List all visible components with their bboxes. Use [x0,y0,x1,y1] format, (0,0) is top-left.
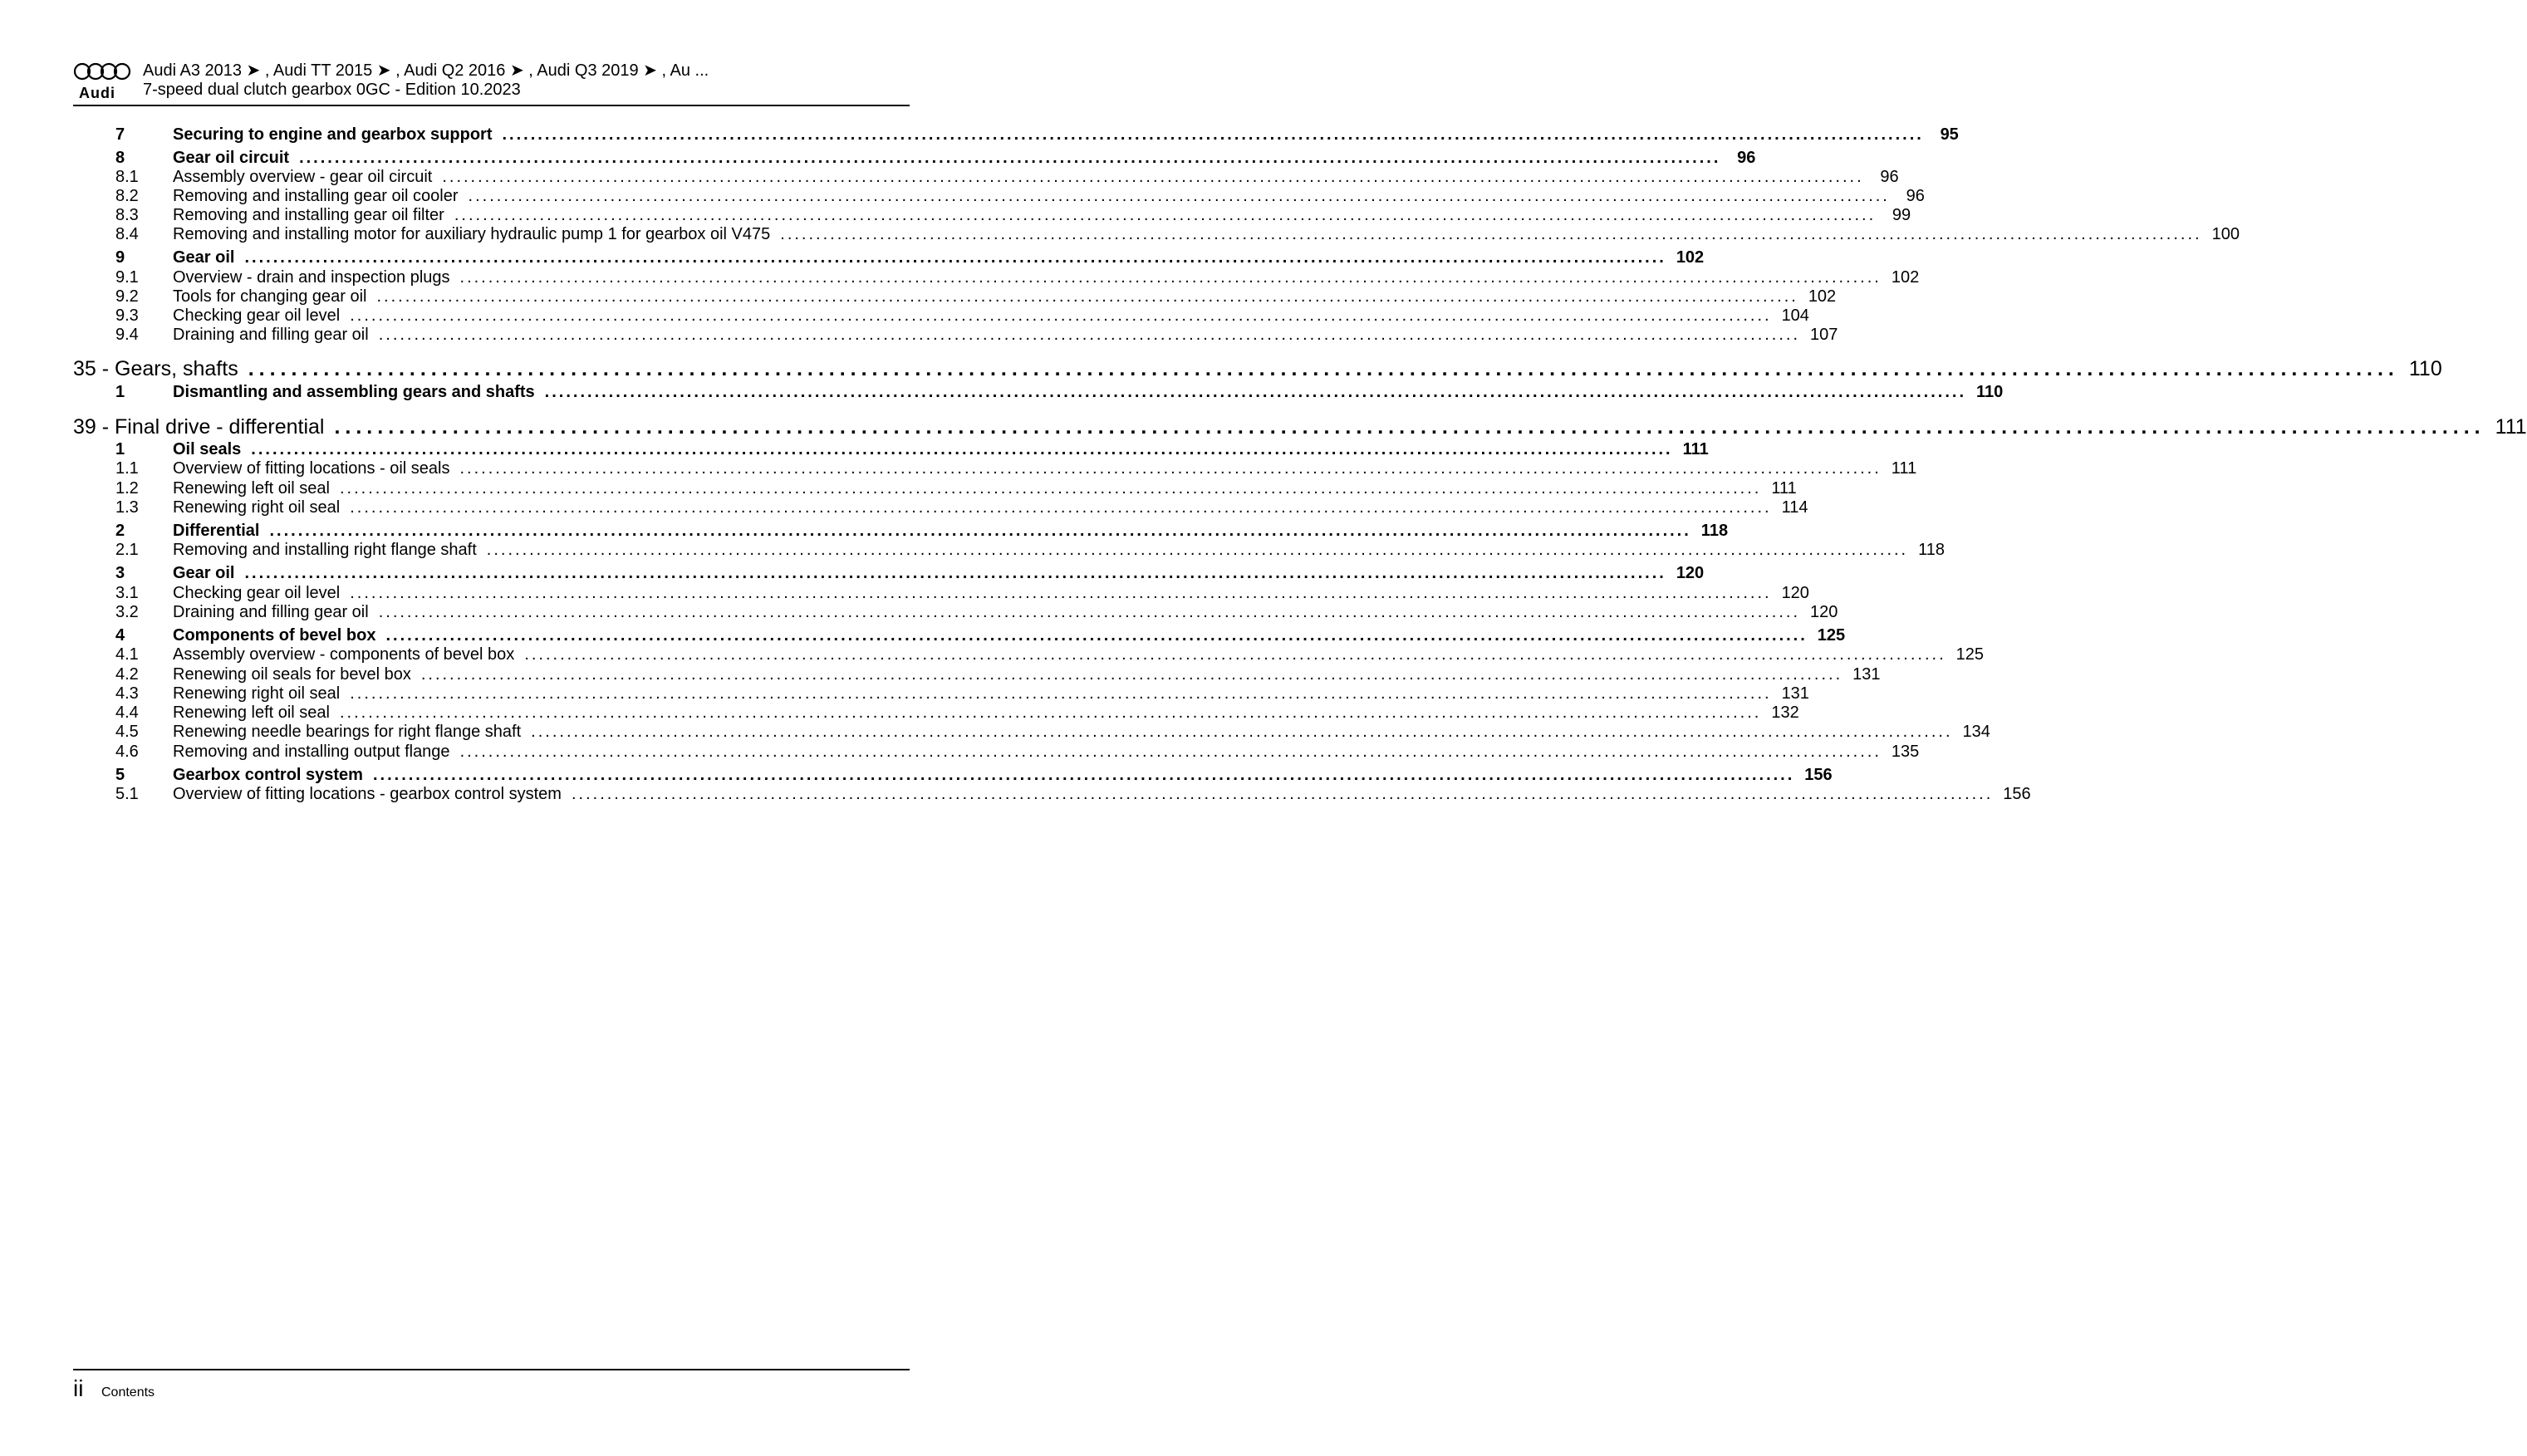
toc-entry-page: 110 [1976,383,2004,401]
toc-entry-title: Removing and installing gear oil filter [173,206,444,224]
footer-section-label: Contents [101,1385,155,1400]
toc-entry[interactable] [73,326,1838,345]
toc-dot-leader: ........................................................................................................................................................................................................ [350,584,1772,602]
toc-dot-leader: ........................................................................................................................................................................................................ [350,306,1772,325]
toc-entry[interactable] [73,248,1705,267]
toc-entry-page: 131 [1781,684,1809,703]
toc-entry-number: 1.2 [115,479,139,498]
toc-entry-title: Assembly overview - gear oil circuit [173,168,433,186]
toc-entry-title: Checking gear oil level [173,584,341,602]
footer-page-number: ii [73,1375,84,1401]
toc-dot-leader: ........................................................................................................................................................................................................ [248,357,2399,380]
toc-entry-number: 9.3 [115,306,139,325]
toc-entry-title: Removing and installing right flange shaft [173,541,477,559]
toc-entry[interactable] [73,268,1920,287]
toc-entry-title: Overview - drain and inspection plugs [173,268,450,287]
toc-dot-leader: ........................................................................................................................................................................................................ [502,125,1924,144]
toc-dot-leader: ........................................................................................................................................................................................................ [531,723,1953,741]
header-title-vehicles: Audi A3 2013 ➤ , Audi TT 2015 ➤ , Audi Q2 2016 ➤ , Audi Q3 2019 ➤ , Au ... [143,61,709,80]
toc-entry-page: 111 [2495,415,2527,439]
toc-entry-title: Removing and installing gear oil cooler [173,187,459,205]
toc-dot-leader: ........................................................................................................................................................................................................ [385,626,1808,645]
toc-dot-leader: ........................................................................................................................................................................................................ [454,206,1877,224]
toc-entry-title: Gear oil [173,564,235,582]
toc-dot-leader: ........................................................................................................................................................................................................ [524,645,1946,664]
toc-dot-leader: ........................................................................................................................................................................................................ [571,785,1994,803]
toc-entry-title: Overview of fitting locations - gearbox control system [173,785,562,803]
toc-entry-page: 132 [1771,703,1799,722]
toc-entry-title: Draining and filling gear oil [173,326,369,344]
toc-entry-page: 102 [1891,268,1920,287]
toc-entry-page: 120 [1810,603,1838,621]
toc-entry-page: 118 [1700,522,1729,540]
toc-dot-leader: ........................................................................................................................................................................................................ [244,248,1666,267]
toc-entry-number: 8.1 [115,168,139,186]
toc-dot-leader: ........................................................................................................................................................................................................ [459,743,1882,761]
toc-entry-page: 114 [1781,498,1808,517]
toc-entry[interactable] [73,287,1837,306]
toc-entry[interactable] [73,766,1833,785]
toc-dot-leader: ........................................................................................................................................................................................................ [376,287,1798,306]
toc-entry-page: 100 [2211,225,2240,243]
toc-entry-title: Checking gear oil level [173,306,341,325]
toc-entry[interactable] [73,541,1945,560]
toc-entry-number: 4.1 [115,645,139,664]
toc-entry-page: 96 [1906,187,1925,205]
toc-entry[interactable] [73,743,1920,762]
audi-logo [73,61,133,101]
toc-entry[interactable] [73,684,1809,703]
toc-entry[interactable] [73,225,2240,244]
toc-entry-title: Gear oil [173,248,235,267]
toc-entry[interactable] [73,479,1797,498]
toc-entry-number: 4.5 [115,723,139,741]
toc-entry-page: 96 [1880,168,1899,186]
toc-entry-page: 96 [1737,149,1756,167]
toc-entry-page: 111 [1891,459,1917,478]
toc-dot-leader: ........................................................................................................................................................................................................ [340,703,1762,722]
toc-entry[interactable] [73,785,2031,804]
toc-entry-page: 118 [1918,541,1945,559]
toc-entry[interactable] [73,723,1990,742]
toc-entry-title: Removing and installing output flange [173,743,450,761]
toc-entry-title: Renewing left oil seal [173,479,330,498]
toc-entry-number: 2 [115,522,125,540]
toc-entry[interactable] [73,564,1705,583]
toc-entry-number: 7 [115,125,125,144]
toc-entry-number: 3.2 [115,603,139,621]
toc-entry-number: 9.1 [115,268,139,287]
toc-entry-number: 4.2 [115,665,139,684]
toc-entry-page: 156 [1804,766,1833,784]
toc-dot-leader: ........................................................................................................................................................................................................ [350,498,1772,517]
toc-entry-page: 99 [1892,206,1911,224]
toc-entry-number: 5 [115,766,125,784]
toc-entry[interactable] [73,306,1809,326]
toc-entry-page: 135 [1891,743,1920,761]
toc-entry-number: 4.4 [115,703,139,722]
toc-entry-title: 39 - Final drive - differential [73,415,325,439]
toc-dot-leader: ........................................................................................................................................................................................................ [468,187,1890,205]
toc-entry[interactable] [73,383,2004,402]
toc-dot-leader: ........................................................................................................................................................................................................ [251,440,1673,458]
toc-entry-page: 95 [1940,125,1959,144]
toc-entry-number: 3.1 [115,584,139,602]
toc-entry-title: Renewing right oil seal [173,684,341,703]
toc-entry-number: 1.3 [115,498,139,517]
toc-entry-title: Removing and installing motor for auxiliary hydraulic pump 1 for gearbox oil V475 [173,225,771,243]
toc-entry-page: 102 [1676,248,1705,267]
toc-dot-leader: ........................................................................................................................................................................................................ [780,225,2202,243]
toc-entry-number: 1.1 [115,459,139,478]
toc-entry-title: Components of bevel box [173,626,376,645]
toc-dot-leader: ........................................................................................................................................................................................................ [420,665,1843,684]
page-header [73,58,910,106]
toc-entry[interactable] [73,584,1809,603]
toc-entry-number: 4 [115,626,125,645]
toc-entry-number: 8 [115,149,125,167]
toc-entry-title: Gear oil circuit [173,149,290,167]
toc-entry-title: Oil seals [173,440,242,458]
toc-entry-page: 134 [1962,723,1990,741]
toc-dot-leader: ........................................................................................................................................................................................................ [350,684,1772,703]
toc-dot-leader: ........................................................................................................................................................................................................ [378,326,1801,344]
toc-entry-number: 4.3 [115,684,139,703]
toc-entry[interactable] [73,125,1959,145]
toc-entry-number: 9.2 [115,287,139,306]
toc-dot-leader: ........................................................................................................................................................................................................ [334,415,2485,439]
toc-entry-page: 111 [1771,479,1797,498]
toc-entry-number: 9 [115,248,125,267]
toc-dot-leader: ........................................................................................................................................................................................................ [269,522,1691,540]
toc-dot-leader: ........................................................................................................................................................................................................ [378,603,1801,621]
toc-entry[interactable] [73,187,1925,206]
toc-entry-page: 104 [1781,306,1809,325]
toc-entry[interactable] [73,498,1808,517]
toc-dot-leader: ........................................................................................................................................................................................................ [442,168,1864,186]
toc-entry[interactable] [73,149,1756,168]
toc-entry-title: Differential [173,522,260,540]
toc-entry-title: 35 - Gears, shafts [73,357,238,380]
toc-entry[interactable] [73,665,1881,684]
toc-entry-page: 107 [1810,326,1838,344]
toc-entry[interactable] [73,626,1846,645]
toc-entry-title: Tools for changing gear oil [173,287,367,306]
toc-dot-leader: ........................................................................................................................................................................................................ [459,268,1882,287]
toc-dot-leader: ........................................................................................................................................................................................................ [244,564,1666,582]
toc-entry[interactable] [73,168,1899,187]
toc-entry-number: 9.4 [115,326,139,344]
toc-entry-title: Renewing left oil seal [173,703,330,722]
toc-entry[interactable] [73,645,1985,664]
toc-entry-number: 8.3 [115,206,139,224]
brand-wordmark: Audi [79,85,115,101]
toc-entry-title: Overview of fitting locations - oil seals [173,459,450,478]
toc-entry-title: Securing to engine and gearbox support [173,125,493,144]
toc-entry[interactable] [73,357,2442,381]
header-title-manual: 7-speed dual clutch gearbox 0GC - Edition 10.2023 [143,81,521,99]
toc-entry-number: 8.2 [115,187,139,205]
toc-entry-number: 3 [115,564,125,582]
page-footer [73,1369,910,1401]
toc-entry-title: Dismantling and assembling gears and shafts [173,383,535,401]
toc-dot-leader: ........................................................................................................................................................................................................ [340,479,1762,498]
toc-entry-page: 102 [1808,287,1837,306]
toc-entry[interactable] [73,522,1729,541]
toc-entry-page: 131 [1852,665,1881,684]
toc-entry-title: Gearbox control system [173,766,363,784]
toc-dot-leader: ........................................................................................................................................................................................................ [544,383,1966,401]
toc-entry[interactable] [73,603,1838,622]
toc-entry-page: 110 [2408,357,2442,380]
toc-dot-leader: ........................................................................................................................................................................................................ [486,541,1909,559]
toc-dot-leader: ........................................................................................................................................................................................................ [299,149,1721,167]
toc-entry-title: Assembly overview - components of bevel box [173,645,515,664]
toc-dot-leader: ........................................................................................................................................................................................................ [459,459,1882,478]
toc-entry-page: 120 [1781,584,1809,602]
toc-entry-page: 125 [1955,645,1985,664]
audi-rings-icon [73,61,133,81]
toc-entry[interactable] [73,459,1917,478]
toc-entry-number: 2.1 [115,541,139,559]
toc-dot-leader: ........................................................................................................................................................................................................ [372,766,1795,784]
toc-entry-title: Renewing oil seals for bevel box [173,665,411,684]
toc-entry-number: 1 [115,383,125,401]
toc-entry-number: 8.4 [115,225,139,243]
toc-entry-title: Renewing needle bearings for right flange shaft [173,723,522,741]
toc-entry[interactable] [73,206,1911,225]
toc-entry-page: 156 [2003,785,2031,803]
toc-entry[interactable] [73,440,1709,459]
toc-entry-number: 4.6 [115,743,139,761]
toc-entry-page: 120 [1676,564,1705,582]
toc-entry-title: Draining and filling gear oil [173,603,369,621]
toc-entry-page: 125 [1817,626,1846,645]
toc-entry-title: Renewing right oil seal [173,498,341,517]
toc-entry-page: 111 [1682,440,1709,458]
toc-entry-number: 1 [115,440,125,458]
toc-entry[interactable] [73,703,1799,723]
toc-entry-number: 5.1 [115,785,139,803]
toc-entry[interactable] [73,415,2527,439]
